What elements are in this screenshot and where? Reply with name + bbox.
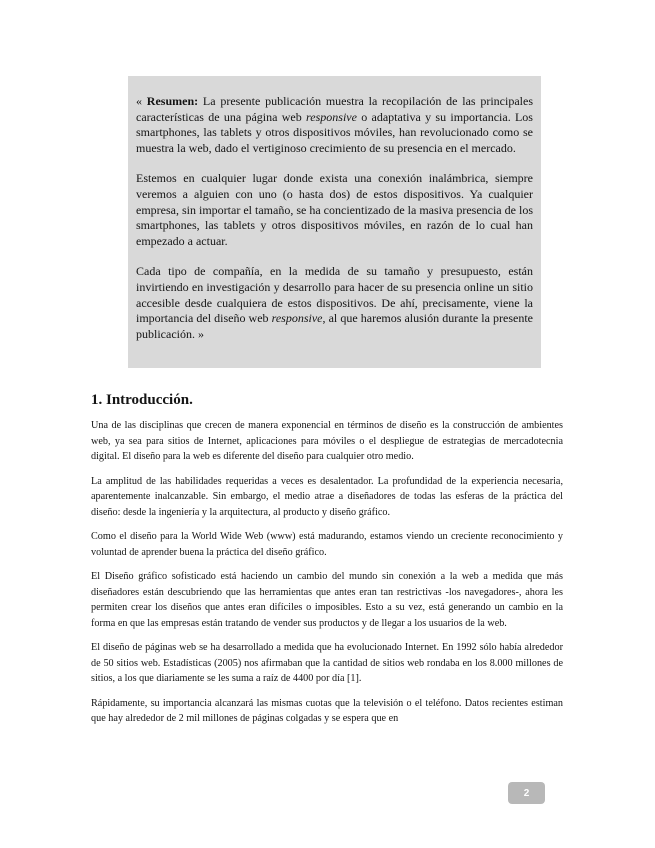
body-paragraph: Una de las disciplinas que crecen de manera exponencial en términos de diseño es la construcción de ambientes web, ya sea para sitios de Internet, aplicaciones para móviles o el despliegue de estrategias de mercadotecnia digital. El diseño para la web es diferente del diseño para cualquier otro medio. (91, 420, 563, 462)
page-number: 2 (523, 787, 530, 799)
abstract-italic-term: responsive (271, 311, 323, 326)
body-paragraph: El diseño de páginas web se ha desarrollado a medida que ha evolucionado Internet. En 1992 sólo había alrededor de 50 sitios web. Estadísticas (2005) nos afirmaban que la cantidad de sitios web rondaba en los 8.000 millones de sitios, a los que diariamente se les suma a raíz de 4400 por día [1]. (91, 642, 563, 684)
abstract-text: , al que haremos alusión durante la presente publicación. » (136, 311, 533, 341)
abstract-text: o adaptativa y su importancia. Los smartphones, las tablets y otros dispositivos móviles, han revolucionado como se muestra la web, dado el vertiginoso crecimiento de su presencia en el mercado. (136, 109, 533, 155)
abstract-text: Cada tipo de compañía, en la medida de su tamaño y presupuesto, están invirtiendo en investigación y desarrollo para hacer de su presencia online un sitio accesible desde cualquiera de estos dispositivos. De ahí, precisamente, viene la importancia del diseño web (136, 264, 533, 326)
body-text (91, 418, 563, 736)
abstract-italic-term: responsive (306, 109, 357, 124)
abstract-paragraph-1 (136, 94, 533, 156)
abstract-box (128, 76, 541, 368)
abstract-text: La presente publicación muestra la recopilación de las principales características de una página web (136, 94, 533, 124)
abstract-paragraph-3 (136, 264, 533, 342)
body-paragraph: Rápidamente, su importancia alcanzará las mismas cuotas que la televisión o el teléfono. Datos recientes estiman que hay alrededor de 2 mil millones de páginas colgadas y se espera que en (91, 697, 563, 724)
section-title: 1. Introducción. (91, 392, 193, 408)
body-paragraph: Como el diseño para la World Wide Web (www) está madurando, estamos viendo un creciente reconocimiento y voluntad de aprender buena la práctica del diseño gráfico. (91, 531, 563, 558)
abstract-open-quote: « (136, 94, 147, 108)
page-number-badge (508, 782, 545, 804)
body-paragraph: El Diseño gráfico sofisticado está haciendo un cambio del mundo sin conexión a la web a medida que más diseñadores están descubriendo que las herramientas que antes eran tan restrictivas -los navegadores-, ahora les permiten crear los diseños que antes eran difíciles o imposibles. Esto a su vez, está generando un cambio en la forma en que las empresas están tratando de vender sus productos y de llegar a los usuarios de la web. (91, 571, 563, 629)
abstract-paragraph-2: Estemos en cualquier lugar donde exista una conexión inalámbrica, siempre veremos a alguien con uno (o hasta dos) de estos dispositivos. Ya cualquier empresa, sin importar el tamaño, se ha concientizado de la masiva presencia de los smartphones, las tablets y otros dispositivos móviles, en razón de lo cual han empezado a actuar. (136, 171, 533, 248)
body-paragraph: La amplitud de las habilidades requeridas a veces es desalentador. La profundidad de la experiencia necesaria, aparentemente inalcanzable. Sin embargo, el medio atrae a diseñadores de todas las esferas de la práctica del diseño: desde la ingeniería y la arquitectura, al producto y diseño gráfico. (91, 475, 563, 518)
abstract-label: Resumen: (146, 94, 199, 108)
